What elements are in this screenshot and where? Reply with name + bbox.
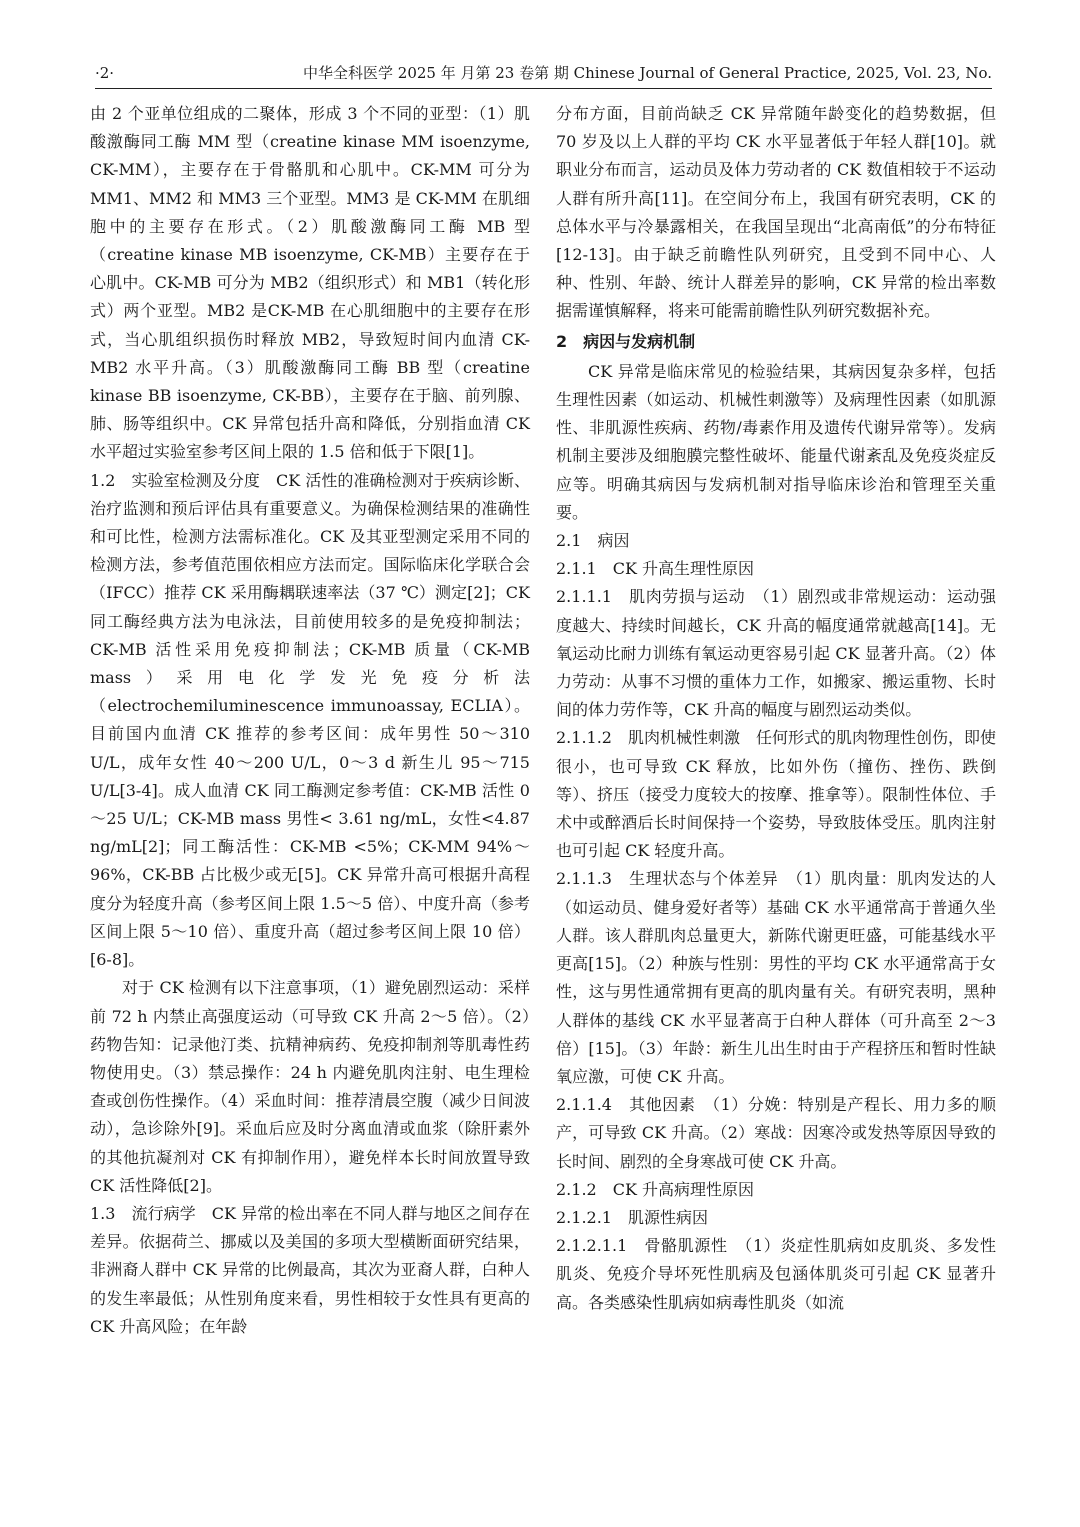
paragraph-lab-testing: 1.2 实验室检测及分度 CK 活性的准确检测对于疾病诊断、治疗监测和预后评估具有重要意义。为确保检测结果的准确性和可比性，检测方法需标准化。CK 及其亚型测定采用不同的检测方法，参考值范围依相应方法而定。国际临床化学联合会（IFCC）推荐 CK 采用酶耦联速率法（37 ℃）测定[2]；CK 同工酶经典方法为电泳法，目前使用较多的是免疫抑制法；CK-MB 活性采用免疫抑制法；CK-MB 质量（CK-MB mass）采用电化学发光免疫分析法（electrochemiluminescence immunoassay, ECLIA）。目前国内血清 CK 推荐的参考区间：成年男性 50～310 U/L，成年女性 40～200 U/L，0～3 d 新生儿 95～715 U/L[3-4]。成人血清 CK 同工酶测定参考值：CK-MB 活性 0～25 U/L；CK-MB mass 男性< 3.61 ng/mL，女性<4.87 ng/mL[2]；同工酶活性：CK-MB <5%；CK-MM 94%～96%，CK-BB 占比极少或无[5]。CK 异常升高可根据升高程度分为轻度升高（参考区间上限 1.5～5 倍）、中度升高（参考区间上限 5～10 倍）、重度升高（超过参考区间上限 10 倍）[6-8]。 [90,470,530,970]
running-header [95,62,992,89]
subsection-heading-pathological: 2.1.2 CK 升高病理性原因 [556,1179,754,1199]
paragraph-epidemiology: 1.3 流行病学 CK 异常的检出率在不同人群与地区之间存在差异。依据荷兰、挪威以及美国的多项大型横断面研究结果，非洲裔人群中 CK 异常的比例最高，其次为亚裔人群，白种人的发生率最低；从性别角度来看，男性相较于女性具有更高的 CK 升高风险；在年龄 [90,1203,530,1336]
paragraph-isoenzymes: 由 2 个亚单位组成的二聚体，形成 3 个不同的亚型：（1）肌酸激酶同工酶 MM 型（creatine kinase MM isoenzyme, CK-MM），主要存在于骨骼肌和心肌中。CK-MM 可分为 MM1、MM2 和 MM3 三个亚型。MM3 是 CK-MM 在肌细胞中的主要存在形式。（2）肌酸激酶同工酶 MB 型（creatine kinase MB isoenzyme, CK-MB）主要存在于心肌中。CK-MB 可分为 MB2（组织形式）和 MB1（转化形式）两个亚型。MB2 是CK-MB 在心肌细胞中的主要存在形式，当心肌组织损伤时释放 MB2，导致短时间内血清 CK-MB2 水平升高。（3）肌酸激酶同工酶 BB 型（creatine kinase BB isoenzyme, CK-BB），主要存在于脑、前列腺、肺、肠等组织中。CK 异常包括升高和降低，分别指血清 CK 水平超过实验室参考区间上限的 1.5 倍和低于下限[1]。 [90,104,530,462]
journal-citation: 中华全科医学 2025 年 月第 23 卷第 期 Chinese Journal of General Practice, 2025, Vol. 23, No. [303,64,992,82]
left-column [90,100,530,1341]
paragraph-test-notes: 对于 CK 检测有以下注意事项，（1）避免剧烈运动：采样前 72 h 内禁止高强度运动（可导致 CK 升高 2～5 倍）。（2）药物告知：记录他汀类、抗精神病药、免疫抑制剂等肌毒性药物使用史。（3）禁忌操作：24 h 内避免肌肉注射、电生理检查或创伤性操作。（4）采血时间：推荐清晨空腹（减少日间波动），急诊除外[9]。采血后应及时分离血清或血浆（除肝素外的其他抗凝剂对 CK 有抑制作用），避免样本长时间放置导致 CK 活性降低[2]。 [90,978,530,1195]
paragraph-muscle-exercise: 2.1.1.1 肌肉劳损与运动 （1）剧烈或非常规运动：运动强度越大、持续时间越长，CK 升高的幅度通常就越高[14]。无氧运动比耐力训练有氧运动更容易引起 CK 显著升高。（2）体力劳动：从事不习惯的重体力工作，如搬家、搬运重物、长时间的体力劳作等，CK 升高的幅度与剧烈运动类似。 [556,587,996,720]
paragraph-individual: 2.1.1.3 生理状态与个体差异 （1）肌肉量：肌肉发达的人（如运动员、健身爱好者等）基础 CK 水平通常高于普通久坐人群。该人群肌肉总量更大，新陈代谢更旺盛，可能基线水平更高[15]。（2）种族与性别：男性的平均 CK 水平通常高于女性，这与男性通常拥有更高的肌肉量有关。有研究表明，黑种人群体的基线 CK 水平显著高于白种人群体（可升高至 2～3 倍）[15]。（3）年龄：新生儿出生时由于产程挤压和暂时性缺氧应激，可使 CK 升高。 [556,869,996,1086]
subsection-heading-physiological: 2.1.1 CK 升高生理性原因 [556,559,754,579]
subsection-heading-causes: 2.1 病因 [556,531,630,551]
page-number: ·2· [95,64,115,82]
paragraph-epidemiology-cont: 分布方面，目前尚缺乏 CK 异常随年龄变化的趋势数据，但 70 岁及以上人群的平均 CK 水平显著低于年轻人群[10]。就职业分布而言，运动员及体力劳动者的 CK 数值相较于不运动人群有所升高[11]。在空间分布上，我国有研究表明，CK 的总体水平与冷暴露相关，在我国呈现出“北高南低”的分布特征[12-13]。由于缺乏前瞻性队列研究，且受到不同中心、人种、性别、年龄、统计人群差异的影响，CK 异常的检出率数据需谨慎解释，将来可能需前瞻性队列研究数据补充。 [556,104,996,321]
paragraph-other-factors: 2.1.1.4 其他因素 （1）分娩：特别是产程长、用力多的顺产，可导致 CK 升高。（2）寒战：因寒冷或发热等原因导致的长时间、剧烈的全身寒战可使 CK 升高。 [556,1095,996,1171]
section-heading-etiology: 2 病因与发病机制 [556,331,696,351]
paragraph-mechanical: 2.1.1.2 肌肉机械性刺激 任何形式的肌肉物理性创伤，即使很小，也可导致 CK 释放，比如外伤（撞伤、挫伤、跌倒等）、挤压（接受力度较大的按摩、推拿等）。限制性体位、手术中或醉酒后长时间保持一个姿势，导致肢体受压。肌肉注射也可引起 CK 轻度升高。 [556,728,996,861]
paragraph-etiology-intro: CK 异常是临床常见的检验结果，其病因复杂多样，包括生理性因素（如运动、机械性刺激等）及病理性因素（如肌源性、非肌源性疾病、药物/毒素作用及遗传代谢异常等）。发病机制主要涉及细胞膜完整性破坏、能量代谢紊乱及免疫炎症反应等。明确其病因与发病机制对指导临床诊治和管理至关重要。 [556,361,996,522]
paragraph-skeletal-muscle: 2.1.2.1.1 骨骼肌源性 （1）炎症性肌病如皮肌炎、多发性肌炎、免疫介导坏死性肌病及包涵体肌炎可引起 CK 显著升高。各类感染性肌病如病毒性肌炎（如流 [556,1236,996,1312]
subsection-heading-myogenic: 2.1.2.1 肌源性病因 [556,1207,708,1227]
right-column [556,100,996,1317]
